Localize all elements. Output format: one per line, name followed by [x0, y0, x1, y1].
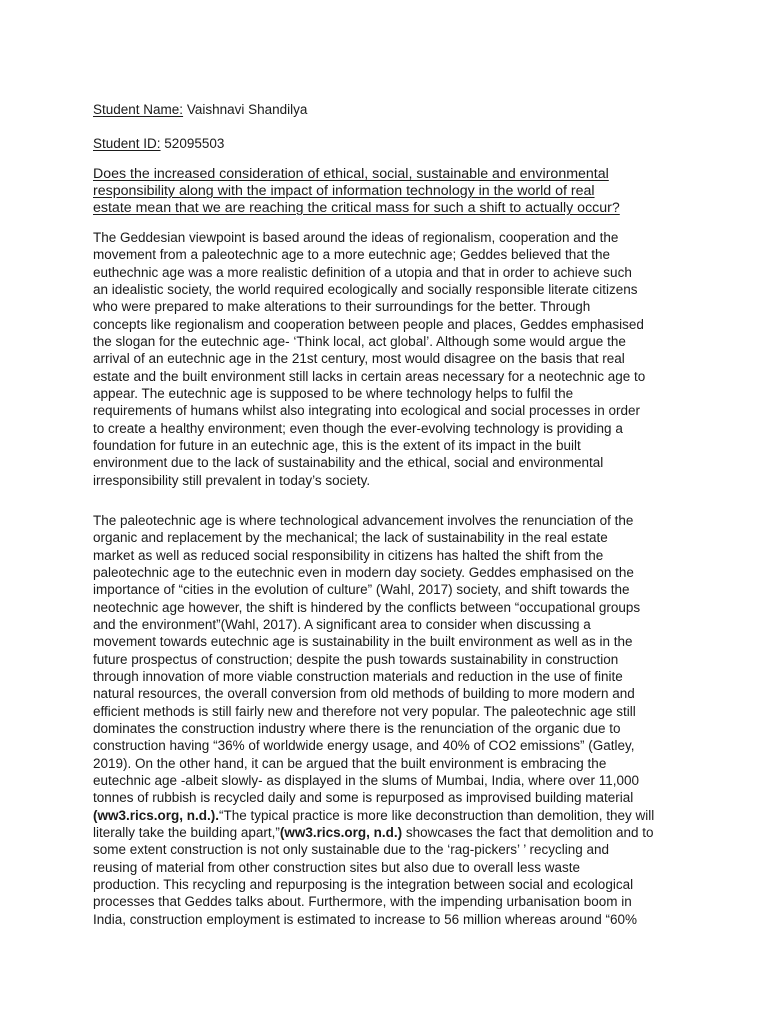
paragraph-1-line: the slogan for the eutechnic age- ‘Think local, act global’. Although some would argue the	[93, 334, 626, 349]
paragraph-1-line: concepts like regionalism and cooperation between people and places, Geddes emphasised	[93, 317, 644, 332]
student-id-line	[93, 135, 224, 152]
paragraph-2-line: 2019). On the other hand, it can be argued that the built environment is embracing the	[93, 756, 607, 771]
paragraph-1-line: movement from a paleotechnic age to a more eutechnic age; Geddes believed that the	[93, 247, 611, 262]
paragraph-2-line: eutechnic age -albeit slowly- as displayed in the slums of Mumbai, India, where over 11,000	[93, 773, 640, 788]
paragraph-2-line: reusing of material from other construction sites but also due to overall less waste	[93, 860, 580, 875]
student-name-label: Student Name:	[93, 102, 184, 117]
paragraph-1-line: The Geddesian viewpoint is based around the ideas of regionalism, cooperation and the	[93, 230, 619, 245]
paragraph-1-line: estate and the built environment still lacks in certain areas necessary for a neotechnic age to	[93, 369, 646, 384]
citation-following-text: showcases the fact that demolition and to	[402, 825, 654, 840]
paragraph-2-line: and the environment”(Wahl, 2017). A significant area to consider when discussing a	[93, 617, 591, 632]
question-line: Does the increased consideration of ethical, social, sustainable and environmental	[93, 166, 609, 182]
paragraph-2-line: organic and replacement by the mechanical; the lack of sustainability in the real estate	[93, 530, 608, 545]
paragraph-2-line: importance of “cities in the evolution of culture” (Wahl, 2017) society, and shift towards the	[93, 582, 630, 597]
paragraph-2-line: processes that Geddes talks about. Furthermore, with the impending urbanisation boom in	[93, 894, 632, 909]
paragraph-1-line: euthechnic age was a more realistic definition of a utopia and that in order to achieve such	[93, 265, 632, 280]
paragraph-2-line: construction having “36% of worldwide energy usage, and 40% of CO2 emissions” (Gatley,	[93, 738, 635, 753]
paragraph-2-line: dominates the construction industry where there is the renunciation of the organic due to	[93, 721, 621, 736]
paragraph-2-line: neotechnic age however, the shift is hindered by the conflicts between “occupational groups	[93, 600, 641, 615]
paragraph-2-line: through innovation of more viable construction materials and reduction in the use of finite	[93, 669, 623, 684]
citation-preceding-text: literally take the building apart,”	[93, 825, 280, 840]
paragraph-1-line: arrival of an eutechnic age in the 21st century, most would disagree on the basis that real	[93, 351, 625, 366]
student-id-label: Student ID:	[93, 136, 161, 151]
citation-following-text: “The typical practice is more like deconstruction than demolition, they will	[219, 808, 655, 823]
paragraph-1-line: appear. The eutechnic age is supposed to be where technology helps to fulfil the	[93, 386, 574, 401]
student-name-line	[93, 101, 307, 118]
paragraph-1-line: an idealistic society, the world required ecologically and socially responsible literate citizens	[93, 282, 638, 297]
paragraph-2-line: production. This recycling and repurposing is the integration between social and ecological	[93, 877, 634, 892]
paragraph-1-line: who were prepared to make alterations to their surroundings for the better. Through	[93, 299, 591, 314]
paragraph-2-line: efficient methods is still fairly new and therefore not very popular. The paleotechnic age still	[93, 704, 636, 719]
paragraph-2-line: movement towards eutechnic age is sustainability in the built environment as well as in the	[93, 634, 633, 649]
paragraph-2-line	[93, 824, 654, 841]
question-line: estate mean that we are reaching the critical mass for such a shift to actually occur?	[93, 200, 620, 216]
paragraph-2-line: The paleotechnic age is where technological advancement involves the renunciation of the	[93, 513, 634, 528]
paragraph-2-line: some extent construction is not only sustainable due to the ‘rag-pickers’ ’ recycling and	[93, 842, 610, 857]
paragraph-2-line: future prospectus of construction; despite the push towards sustainability in construction	[93, 652, 619, 667]
citation: (ww3.rics.org, n.d.)	[279, 825, 403, 840]
paragraph-2-line: paleotechnic age to the eutechnic even in modern day society. Geddes emphasised on the	[93, 565, 634, 580]
paragraph-1-line: to create a healthy environment; even though the ever-evolving technology is providing a	[93, 421, 623, 436]
paragraph-2-line: market as well as reduced social responsibility in citizens has halted the shift from the	[93, 548, 604, 563]
paragraph-2-line	[93, 807, 654, 824]
paragraph-1-line: environment due to the lack of sustainability and the ethical, social and environmental	[93, 455, 604, 470]
paragraph-1-line: irresponsibility still prevalent in today’s society.	[93, 473, 371, 488]
paragraph-2-line: tonnes of rubbish is recycled daily and some is repurposed as improvised building material	[93, 790, 634, 805]
question-line: responsibility along with the impact of information technology in the world of real	[93, 183, 595, 199]
student-id-value: 52095503	[160, 136, 225, 151]
student-name-value: Vaishnavi Shandilya	[183, 102, 308, 117]
citation: (ww3.rics.org, n.d.).	[93, 808, 220, 823]
paragraph-2-line: natural resources, the overall conversion from old methods of building to more modern and	[93, 686, 635, 701]
paragraph-1-line: foundation for future in an eutechnic age, this is the extent of its impact in the built	[93, 438, 581, 453]
paragraph-1-line: requirements of humans whilst also integrating into ecological and social processes in order	[93, 403, 641, 418]
paragraph-2-line: India, construction employment is estimated to increase to 56 million whereas around “60%	[93, 912, 638, 927]
